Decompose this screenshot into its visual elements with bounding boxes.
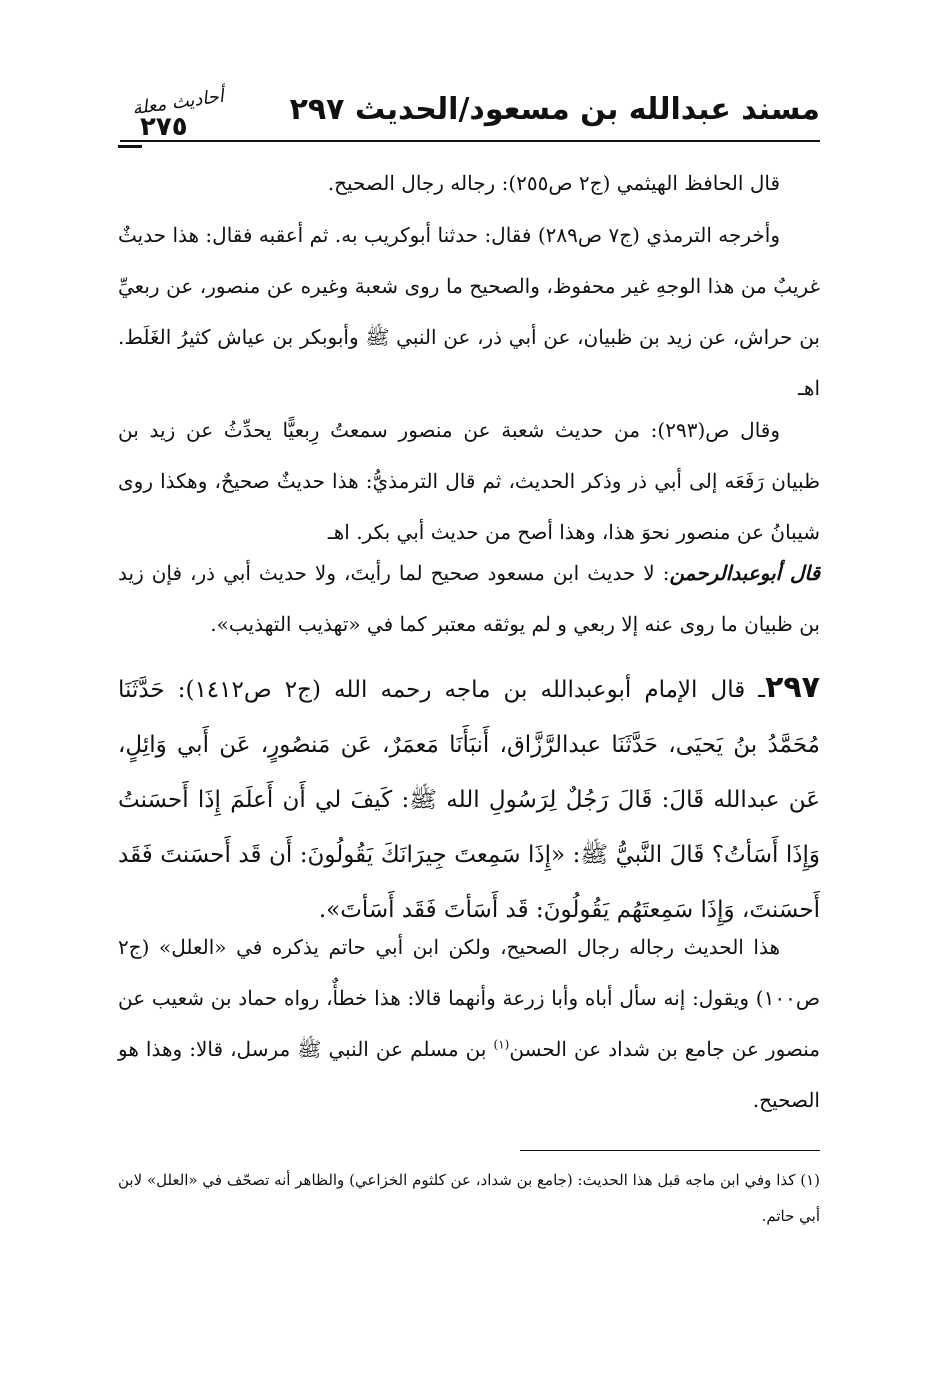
footnote-divider [520, 1150, 820, 1151]
footnote-marker: (١) [800, 1171, 820, 1189]
paragraph-text: : لا حديث ابن مسعود صحيح لما رأيتَ، ولا حديث أبي ذر، فإن زيد بن ظبيان ما روى عنه إلا ربعي و لم يوثقه معتبر كما في «تهذيب التهذيب». [118, 561, 820, 636]
paragraph-tirmidhi-page [118, 405, 820, 558]
hadith-number: ٢٩٧ [765, 670, 820, 705]
footnote [118, 1162, 820, 1234]
footnote-reference: (١) [493, 1037, 510, 1052]
paragraph-haythami [118, 158, 820, 209]
page-header-title: مسند عبدالله بن مسعود/الحديث ٢٩٧ [289, 92, 820, 127]
paragraph-author-comment [118, 548, 820, 650]
paragraph-tirmidhi [118, 210, 820, 414]
hadith-block [118, 660, 820, 938]
handwritten-margin-note: أحاديث معلة [131, 85, 225, 120]
paragraph-text: وأخرجه الترمذي (ج٧ ص٢٨٩) فقال: حدثنا أبوكريب به. ثم أعقبه فقال: هذا حديثٌ غريبٌ من هذا الوجهِ غير محفوظ، والصحيح ما روى شعبة وغيره عن منصور، عن ربعيِّ بن حراش، عن زيد بن ظبيان، عن أبي ذر، عن النبي ﷺ وأبوبكر بن عياش كثيرُ الغَلَط. اهـ [118, 223, 820, 400]
page-number-underline [118, 145, 142, 148]
paragraph-text: قال الحافظ الهيثمي (ج٢ ص٢٥٥): رجاله رجال الصحيح. [327, 171, 780, 195]
paragraph-text: هذا الحديث رجاله رجال الصحيح، ولكن ابن أبي حاتم يذكره في «العلل» (ج٢ ص١٠٠) ويقول: إنه سأل أباه وأبا زرعة وأنهما قالا: هذا خطأٌ، رواه حماد بن شعيب عن منصور عن جامع بن شداد عن الحسن [118, 935, 821, 1061]
header-divider [120, 140, 820, 142]
paragraph-text-continued: بن مسلم عن النبي ﷺ مرسل، قالا: وهذا هو الصحيح. [118, 1037, 820, 1112]
hadith-text: ـ قال الإمام أبوعبدالله بن ماجه رحمه الله (ج٢ ص١٤١٢): حَدَّثَنَا مُحَمَّدُ بنُ يَحيَى، حَدَّثَنَا عبدالرَّزَّاق، أَنبَأَنَا مَعمَرٌ، عَن مَنصُورٍ، عَن أَبي وَائِلٍ، عَن عبدالله قَالَ: قَالَ رَجُلٌ لِرَسُولِ الله ﷺ: كَيفَ لي أَن أَعلَمَ إِذَا أَحسَنتُ وَإِذَا أَسَأتُ؟ قَالَ النَّبيُّ ﷺ: «إِذَا سَمِعتَ جِيرَانَكَ يَقُولُونَ: أَن قَد أَحسَنتَ فَقَد أَحسَنتَ، وَإِذَا سَمِعتَهُم يَقُولُونَ: قَد أَسَأتَ فَقَد أَسَأتَ». [118, 677, 820, 923]
page-number: ٢٧٥ [140, 112, 188, 142]
paragraph-text: وقال ص(٢٩٣): من حديث شعبة عن منصور سمعتُ رِبعيًّا يحدِّثُ عن زيد بن ظبيان رَفَعَه إلى أبي ذر وذكر الحديث، ثم قال الترمذيُّ: هذا حديثٌ صحيحٌ، وهكذا روى شيبانُ عن منصور نحوَ هذا، وهذا أصح من حديث أبي بكر. اهـ [118, 418, 820, 544]
footnote-text: كذا وفي ابن ماجه قبل هذا الحديث: (جامع بن شداد، عن كلثوم الخزاعي) والظاهر أنه تصحّف في «العلل» لابن أبي حاتم. [118, 1171, 820, 1225]
author-name: قال أبوعبدالرحمن [669, 561, 820, 585]
paragraph-illal [118, 922, 820, 1126]
